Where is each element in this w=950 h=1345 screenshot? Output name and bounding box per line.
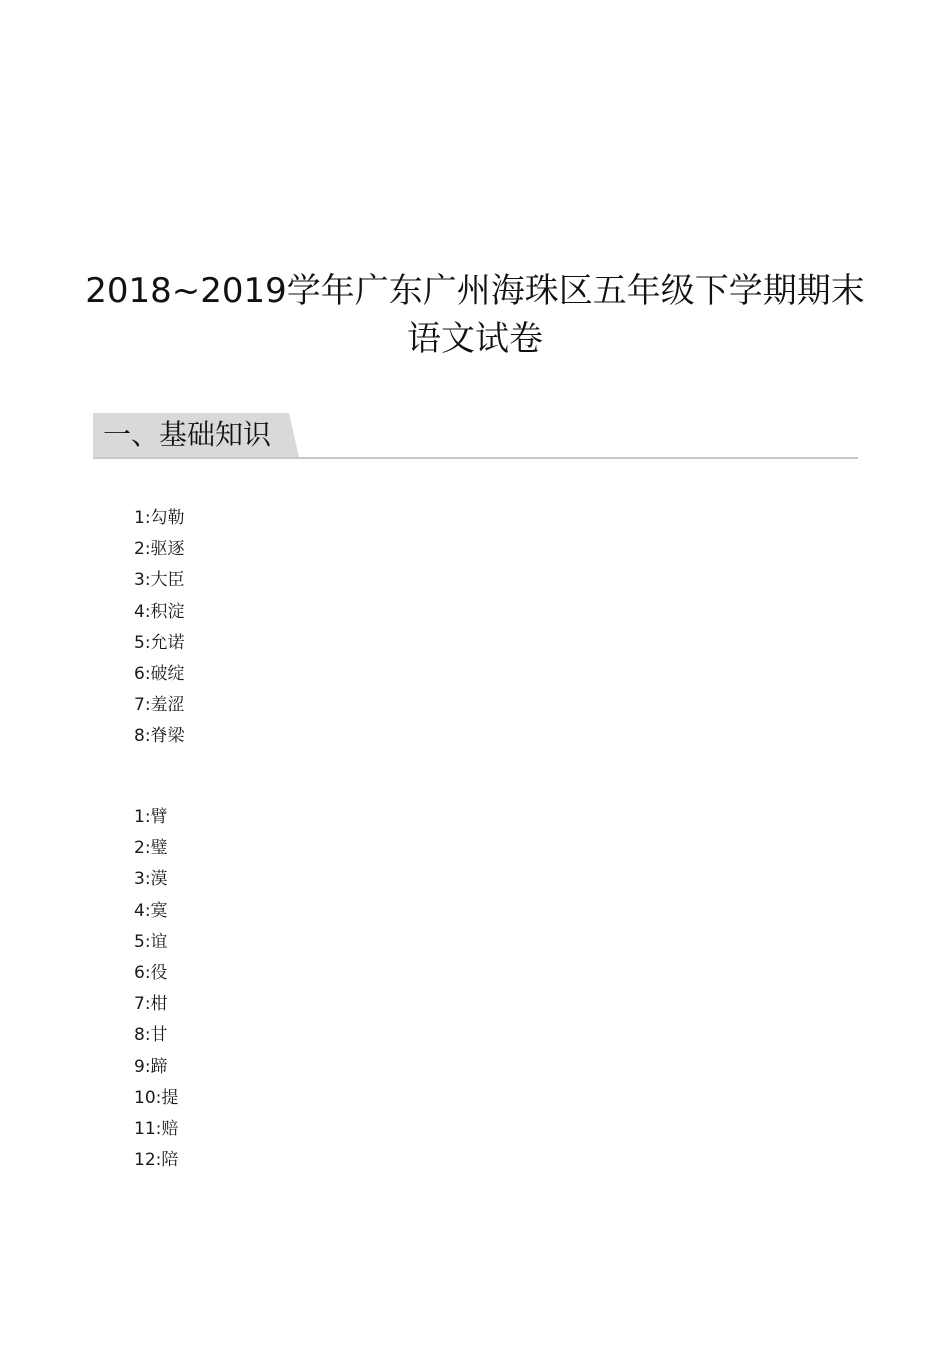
section-divider (93, 457, 858, 459)
list-item: 10:提 (134, 1087, 179, 1108)
answer-list-words (134, 503, 185, 753)
list-item: 2:璧 (134, 838, 168, 859)
section-title: 一、基础知识 (103, 418, 272, 451)
document-title (60, 267, 890, 363)
list-item: 2:驱逐 (134, 539, 185, 560)
list-item: 5:谊 (134, 931, 168, 952)
list-item: 8:脊梁 (134, 726, 185, 747)
section-header-basic-knowledge (93, 413, 858, 459)
answer-list-characters (134, 802, 178, 1176)
list-item: 7:柑 (134, 994, 168, 1015)
list-item: 4:寞 (134, 900, 168, 921)
list-item: 12:陪 (134, 1150, 179, 1171)
list-item: 1:勾勒 (134, 508, 185, 528)
list-item: 8:甘 (134, 1025, 168, 1046)
list-item: 6:破绽 (134, 663, 185, 684)
list-item: 4:积淀 (134, 601, 185, 622)
document-title-line-1: 2018~2019学年广东广州海珠区五年级下学期期末 (85, 271, 865, 311)
list-item: 5:允诺 (134, 632, 185, 653)
document-title-line-2: 语文试卷 (407, 319, 543, 359)
list-item: 3:漠 (134, 869, 168, 890)
list-item: 9:蹄 (134, 1056, 168, 1077)
list-item: 11:赔 (134, 1118, 179, 1139)
list-item: 7:羞涩 (134, 695, 185, 716)
list-item: 1:臂 (134, 807, 168, 827)
list-item: 6:役 (134, 962, 168, 983)
list-item: 3:大臣 (134, 570, 185, 591)
